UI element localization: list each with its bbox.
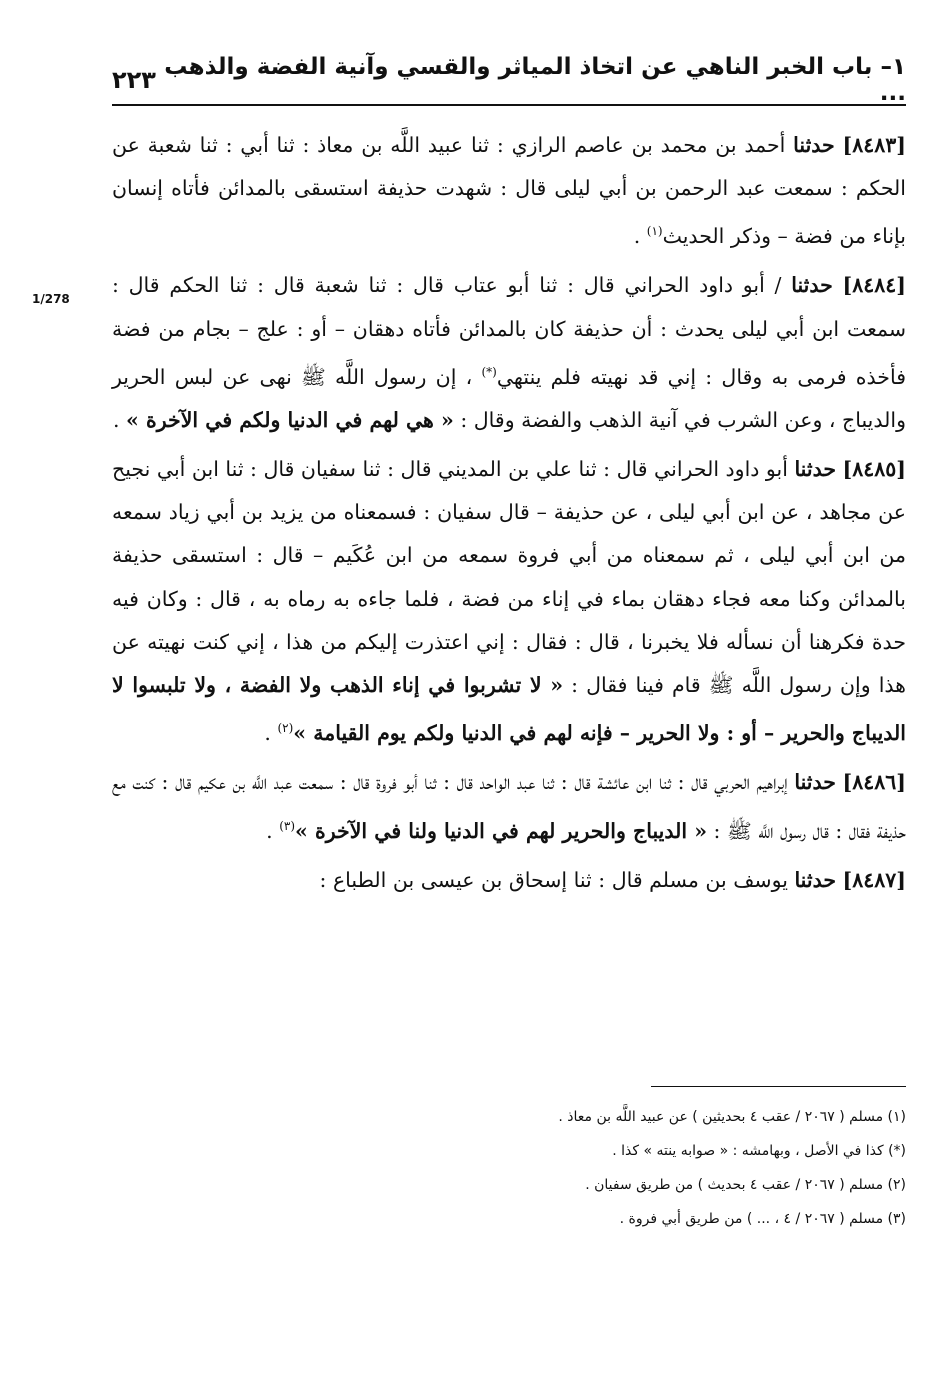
- running-title: ١– باب الخبر الناهي عن اتخاذ المياثر والقسي وآنية الفضة والذهب ...: [164, 54, 906, 106]
- hadith-text-end: .: [633, 224, 647, 249]
- hadith-number: [٨٤٨٦]: [842, 770, 906, 795]
- narration-term: حدثنا: [793, 133, 835, 157]
- narration-term: حدثنا: [791, 273, 833, 298]
- footnote-ref: (٣): [279, 818, 296, 833]
- narration-term: حدثنا: [794, 770, 836, 795]
- hadith-text: / أبو داود الحراني قال : ثنا أبو عتاب قال : ثنا شعبة قال : ثنا الحكم قال : سمعت ابن أبي ليلى يحدث : أن حذيفة كان بالمدائن فأتاه دهقان – أو : علج – بجام من فضة فأخذه فرمى به وقال : إني قد نهيته فلم ينتهي: [112, 273, 906, 389]
- hadith-8485: [112, 448, 906, 755]
- hadith-text: أحمد بن محمد بن عاصم الرازي : ثنا عبيد اللَّه بن معاذ : ثنا أبي : ثنا شعبة عن الحكم : سمعت عبد الرحمن بن أبي ليلى قال : شهدت حذيفة استسقى بالمدائن فأتاه إنسان بإناء من فضة – وذكر الحديث: [112, 133, 906, 249]
- hadith-number: [٨٤٨٥]: [842, 457, 906, 482]
- footnote: (١) مسلم ( ٢٠٦٧ / عقب ٤ بحديثين ) عن عبيد اللَّه بن معاذ .: [558, 1109, 906, 1125]
- margin-manuscript-ref: 1/278: [32, 292, 70, 307]
- hadith-number: [٨٤٨٤]: [842, 273, 906, 298]
- hadith-8483: [112, 124, 906, 258]
- hadith-text-end: .: [112, 407, 127, 432]
- hadith-number: [٨٤٨٧]: [842, 867, 906, 892]
- page-number: ٢٢٣: [112, 66, 156, 94]
- narration-term: حدثنا: [794, 867, 837, 892]
- hadith-text-continued: ، إن رسول اللَّه ﷺ نهى عن لبس الحرير والديباج ، وعن الشرب في آنية الذهب والفضة وقال :: [112, 364, 906, 432]
- prophet-saying: « الديباج والحرير لهم في الدنيا ولنا في الآخرة »: [295, 818, 708, 843]
- hadith-8484: [32, 264, 906, 442]
- body-text: [32, 124, 906, 908]
- hadith-8486: [112, 761, 906, 852]
- hadith-text: إبراهيم الحربي قال : ثنا ابن عائشة قال : ثنا عبد الواحد قال : ثنا أبو فروة قال : سمعت عبد اللَّه بن عكيم قال : كنت مع حذيفة فقال : قال رسول اللَّه ﷺ :: [112, 770, 906, 843]
- footnote-ref: (١): [646, 224, 663, 239]
- footnote-ref: (٢): [277, 721, 294, 736]
- hadith-text-end: .: [266, 818, 280, 843]
- hadith-text: أبو داود الحراني قال : ثنا علي بن المديني قال : ثنا سفيان قال : ثنا ابن أبي نجيح عن مجاهد ، عن ابن أبي ليلى ، عن حذيفة – قال سفيان : فسمعناه من يزيد بن أبي زياد سمعه من ابن أبي ليلى ، ثم سمعناه من أبي فروة سمعه من ابن عُكَيم – قال : استسقى حذيفة بالمدائن وكنا معه فجاء دهقان بماء في إناء من فضة ، فلما جاءه به رماه به ، قال : وكان فيه حدة فكرهنا أن نسأله فلا يخبرنا ، قال : فقال : إني اعتذرت إليكم من هذا ، إني كنت نهيته عن هذا وإن رسول اللَّه ﷺ قام فينا فقال :: [112, 457, 906, 698]
- header-rule: [112, 104, 906, 106]
- prophet-saying: « لا تشربوا في إناء الذهب ولا الفضة ، ولا تلبسوا لا الديباج والحرير – أو : ولا الحرير – فإنه لهم في الدنيا ولكم يوم القيامة »: [112, 673, 906, 746]
- footnote: (٣) مسلم ( ٢٠٦٧ / ٤ ، ... ) من طريق أبي فروة .: [619, 1211, 906, 1227]
- running-header: [112, 54, 906, 106]
- footnote-ref: (*): [481, 364, 497, 379]
- prophet-saying: « هي لهم في الدنيا ولكم في الآخرة »: [126, 407, 454, 432]
- footnote-rule: [651, 1086, 906, 1087]
- footnote: (*) كذا في الأصل ، وبهامشه : « صوابه ينته » كذا .: [612, 1143, 906, 1159]
- hadith-8487: [112, 859, 906, 902]
- hadith-text-end: .: [264, 721, 278, 746]
- footnote: (٢) مسلم ( ٢٠٦٧ / عقب ٤ بحديث ) من طريق سفيان .: [585, 1177, 906, 1193]
- footnotes: [112, 1100, 906, 1236]
- hadith-number: [٨٤٨٣]: [842, 133, 906, 157]
- hadith-text: يوسف بن مسلم قال : ثنا إسحاق بن عيسى بن الطباع :: [319, 867, 788, 892]
- narration-term: حدثنا: [794, 457, 837, 482]
